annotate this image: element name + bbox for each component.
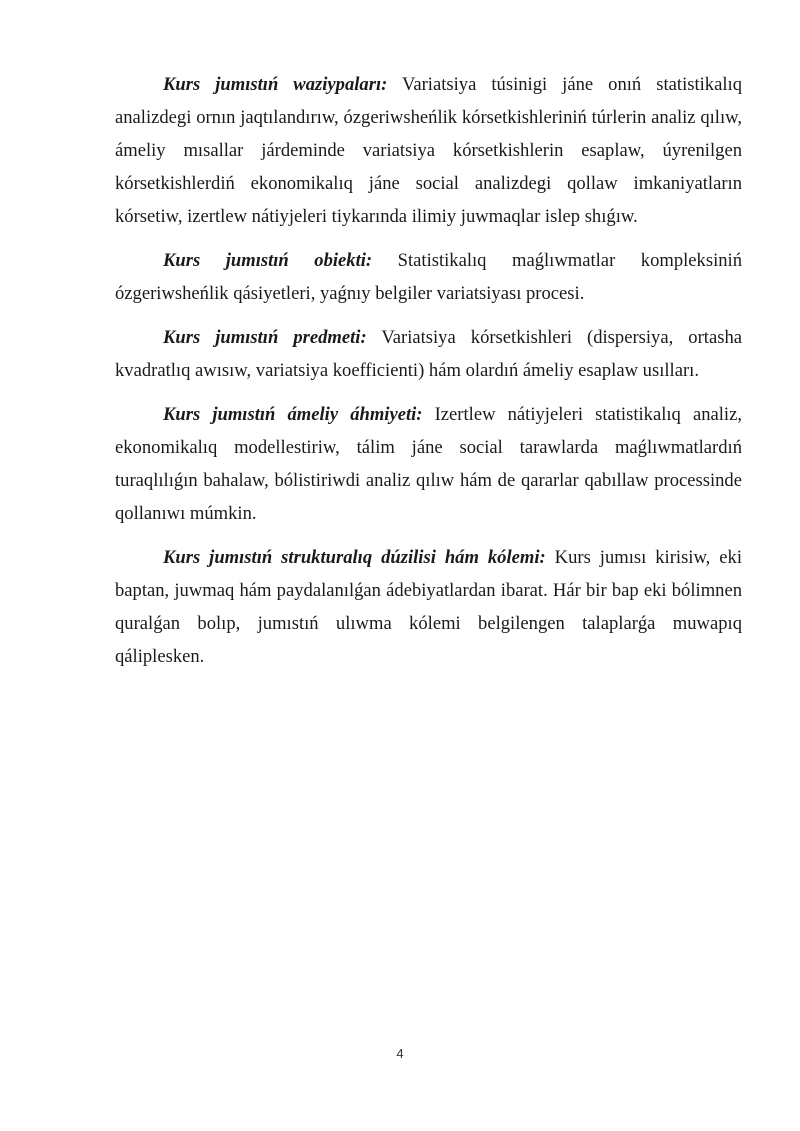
paragraph-object [115,244,742,310]
paragraph-practical-significance [115,398,742,530]
paragraph-subject [115,321,742,387]
paragraph-heading: Kurs jumıstıń predmeti: [163,327,367,348]
paragraph-text: Izertlew nátiyjeleri statistikalıq analiz, ekonomikalıq modellestiriw, tálim jáne social tarawlarda maǵlıwmatlardıń turaqlılıǵın bahalaw, bólistiriwdi analiz qılıw hám de qararlar qabıllaw processinde qollanıwı múmkin. [115,404,742,524]
paragraph-heading: Kurs jumıstıń strukturalıq dúzilisi hám kólemi: [163,547,546,568]
document-page [115,68,742,684]
paragraph-structure [115,541,742,673]
paragraph-heading: Kurs jumıstıń obiekti: [163,250,373,271]
paragraph-objectives [115,68,742,233]
paragraph-text: Kurs jumısı kirisiw, eki baptan, juwmaq hám paydalanılǵan ádebiyatlardan ibarat. Hár bir bap eki bólimnen quralǵan bolıp, jumıstıń ulıwma kólemi belgilengen talaplarǵa muwapıq qáliplesken. [115,547,743,667]
paragraph-text: Variatsiya kórsetkishleri (dispersiya, ortasha kvadratlıq awısıw, variatsiya koefficienti) hám olardıń ámeliy esaplaw usılları. [115,327,742,381]
paragraph-heading: Kurs jumıstıń ámeliy áhmiyeti: [163,404,423,425]
paragraph-text: Variatsiya túsinigi jáne onıń statistikalıq analizdegi ornın jaqtılandırıw, ózgeriwsheńlik kórsetkishleriniń túrlerin analiz qılıw, ámeliy mısallar járdeminde variatsiya kórsetkishlerin esaplaw, úyrenilgen kórsetkishlerdiń ekonomikalıq jáne social analizdegi qollaw imkaniyatların kórsetiw, izertlew nátiyjeleri tiykarında ilimiy juwmaqlar islep shıǵıw. [115,74,742,227]
paragraph-heading: Kurs jumıstıń waziypaları: [163,74,388,95]
paragraph-text: Statistikalıq maǵlıwmatlar kompleksiniń ózgeriwsheńlik qásiyetleri, yaǵnıy belgiler variatsiyası procesi. [115,250,742,304]
page-number: 4 [396,1046,404,1061]
